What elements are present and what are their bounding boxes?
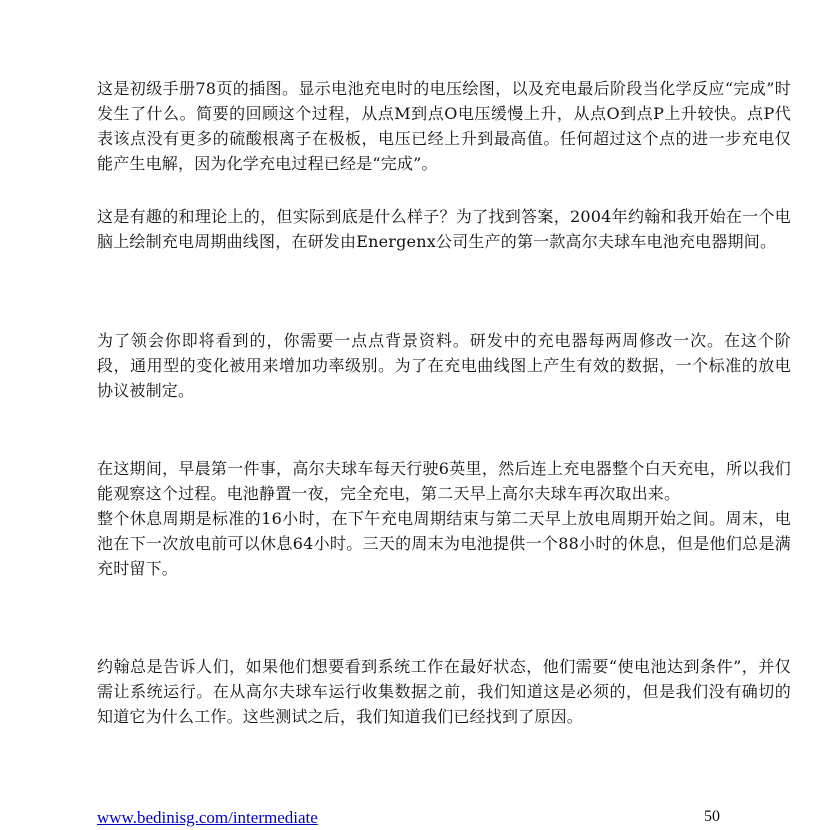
paragraph-background-info: 为了领会你即将看到的，你需要一点点背景资料。研发中的充电器每两周修改一次。在这个阶段，通用型的变化被用来增加功率级别。为了在充电曲线图上产生有效的数据，一个标准的放电协议被制定。 [97, 331, 791, 400]
footer-website-link[interactable]: www.bedinisg.com/intermediate [97, 808, 318, 827]
paragraph-battery-conditioning: 约翰总是告诉人们，如果他们想要看到系统工作在最好状态，他们需要“使电池达到条件”，并仅需让系统运行。在从高尔夫球车运行收集数据之前，我们知道这是必须的，但是我们没有确切的知道它为什么工作。这些测试之后，我们知道我们已经找到了原因。 [97, 657, 791, 726]
paragraph-charging-illustration: 这是初级手册78页的插图。显示电池充电时的电压绘图，以及充电最后阶段当化学反应“完成”时发生了什么。简要的回顾这个过程，从点M到点O电压缓慢上升，从点O到点P上升较快。点P代表该点没有更多的硫酸根离子在极板，电压已经上升到最高值。任何超过这个点的进一步充电仅能产生电解，因为化学充电过程已经是“完成”。 [97, 79, 791, 173]
paragraph-daily-protocol: 在这期间，早晨第一件事，高尔夫球车每天行驶6英里，然后连上充电器整个白天充电，所以我们能观察这个过程。电池静置一夜，完全充电，第二天早上高尔夫球车再次取出来。 整个休息周期是标准的16小时，在下午充电周期结束与第二天早上放电周期开始之间。周末，电池在下一次放电前可以休息64小时。三天的周末为电池提供一个88小时的休息，但是他们总是满充时留下。 [97, 459, 791, 578]
page-number: 50 [704, 808, 720, 825]
paragraph-charging-curve-research: 这是有趣的和理论上的，但实际到底是什么样子？为了找到答案，2004年约翰和我开始在一个电脑上绘制充电周期曲线图，在研发由Energenx公司生产的第一款高尔夫球车电池充电器期间。 [97, 207, 791, 251]
